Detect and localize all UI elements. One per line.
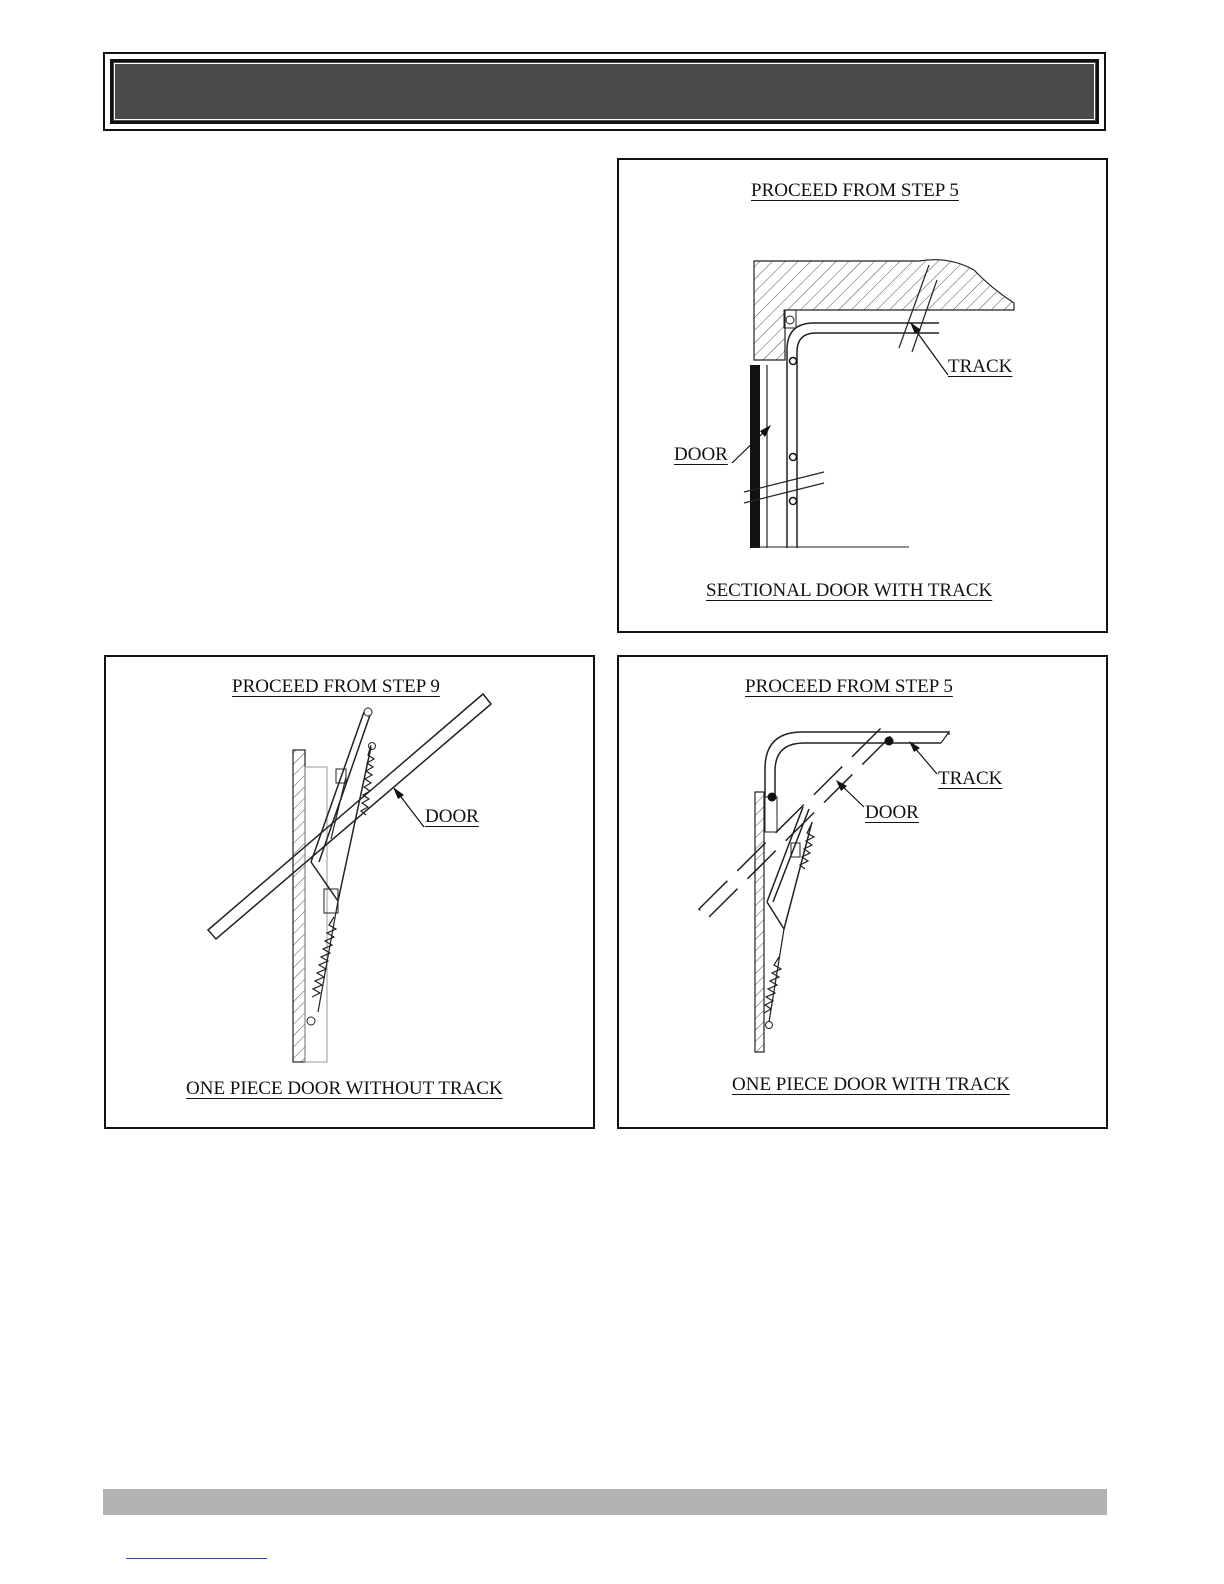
with-track-bottom-label: ONE PIECE DOOR WITH TRACK [732,1074,1010,1095]
sectional-bottom-label: SECTIONAL DOOR WITH TRACK [706,580,993,601]
sectional-door-drawing [619,160,1110,635]
sectional-track-callout: TRACK [948,356,1013,377]
jamb-wall [293,750,305,1062]
jamb-wall [755,792,764,1052]
upper-spring [361,745,374,815]
section-header [103,52,1106,131]
one-piece-track-drawing [619,657,1110,1131]
section-header-bar [110,59,1099,124]
sectional-top-label: PROCEED FROM STEP 5 [751,180,959,201]
no-track-door-callout: DOOR [425,806,479,827]
one-piece-no-track-drawing [106,657,597,1131]
track-line [787,323,939,548]
figure-one-piece-no-track [104,655,595,1129]
sectional-door-callout: DOOR [674,444,728,465]
with-track-door-callout: DOOR [865,802,919,823]
track-line [765,732,949,797]
with-track-top-label: PROCEED FROM STEP 5 [745,676,953,697]
footer-bar [103,1489,1107,1515]
with-track-track-callout: TRACK [938,768,1003,789]
no-track-top-label: PROCEED FROM STEP 9 [232,676,440,697]
figure-one-piece-with-track [617,655,1108,1129]
footer-link-underline[interactable] [126,1558,267,1559]
no-track-bottom-label: ONE PIECE DOOR WITHOUT TRACK [186,1078,503,1099]
door-panel [750,365,760,548]
figure-sectional-door [617,158,1108,633]
